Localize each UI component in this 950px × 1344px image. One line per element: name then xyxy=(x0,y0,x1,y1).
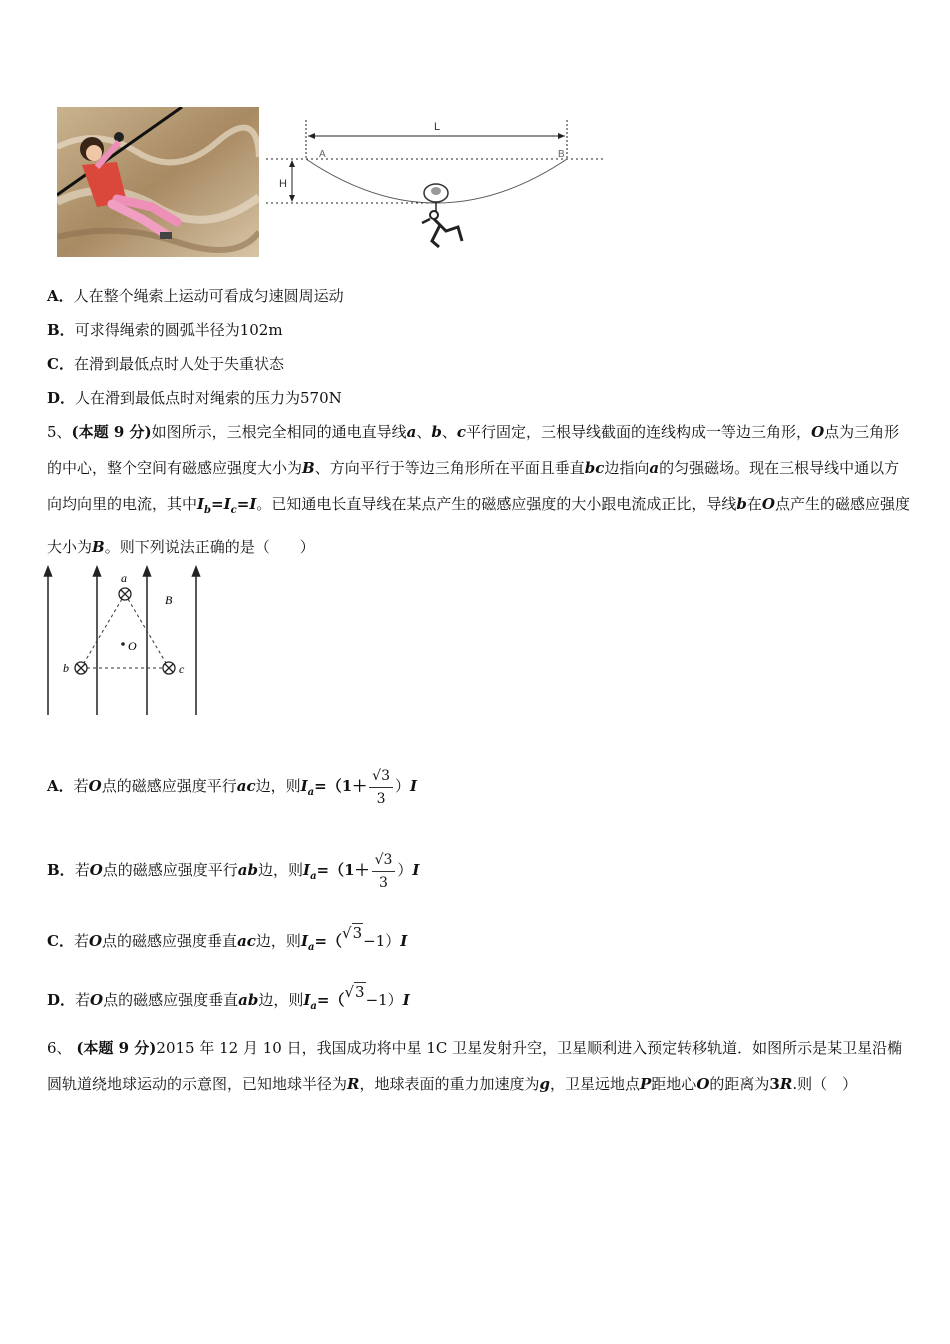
label-B-field: B xyxy=(165,593,173,607)
label-O: O xyxy=(128,639,137,653)
label-a: a xyxy=(121,571,127,585)
label-B: B xyxy=(558,149,565,160)
label-H: H xyxy=(279,178,287,190)
q5-stem: 5、(本题 9 分)如图所示，三根完全相同的通电直导线a、b、c平行固定，三根导线截面的连线构成一等边三角形，O点为三角形的中心，整个空间有磁感应强度大小为B、方向平行于等边三角形所在平面且垂直bc边指向a的匀强磁场。现在三根导线中通以方向均向里的电流，其中$I_b=I_c=I$。已知通电长直导线在某点产生的磁感应强度的大小跟电流成正比，导线b在O点产生的磁感应强度大小为B。则下列说法正确的是（ ） xyxy=(47,423,910,556)
wires-triangle-diagram xyxy=(40,565,210,720)
label-b: b xyxy=(63,661,69,675)
zipline-photo xyxy=(57,107,259,257)
q6-stem: 6、 (本题 9 分)2015 年 12 月 10 日，我国成功将中星 1C 卫星发射升空，卫星顺利进入预定转移轨道．如图所示是某卫星沿椭圆轨道绕地球运动的示意图，已知地球半径为R，地球表面的重力加速度为g，卫星远地点P距地心O的距离为3R.则（ ） xyxy=(47,1039,903,1093)
label-L: L xyxy=(434,121,441,133)
rope-arc-diagram xyxy=(264,115,609,255)
q5-option-b: B．若O点的磁感应强度平行ab边，则$I_a=(1+$ $\frac{√3}{3}$ ）I xyxy=(47,834,419,906)
q5-option-d: D．若O点的磁感应强度垂直ab边，则$I_a=(√3-1)I$ xyxy=(47,983,410,1012)
q5-option-c: C．若O点的磁感应强度垂直ac边，则$I_a=(√3-1)I$ xyxy=(47,924,408,953)
q5-option-a: A．若O点的磁感应强度平行ac边，则$I_a=(1+$ $\frac{√3}{3}$ ）I xyxy=(47,750,417,822)
q4-option-a: A．人在整个绳索上运动可看成匀速圆周运动 xyxy=(47,287,344,305)
label-A: A xyxy=(319,149,326,160)
label-c: c xyxy=(179,662,185,676)
q4-option-b: B．可求得绳索的圆弧半径为102m xyxy=(47,321,283,339)
q4-option-c: C．在滑到最低点时人处于失重状态 xyxy=(47,355,284,373)
q4-option-d: D．人在滑到最低点时对绳索的压力为570N xyxy=(47,389,342,407)
